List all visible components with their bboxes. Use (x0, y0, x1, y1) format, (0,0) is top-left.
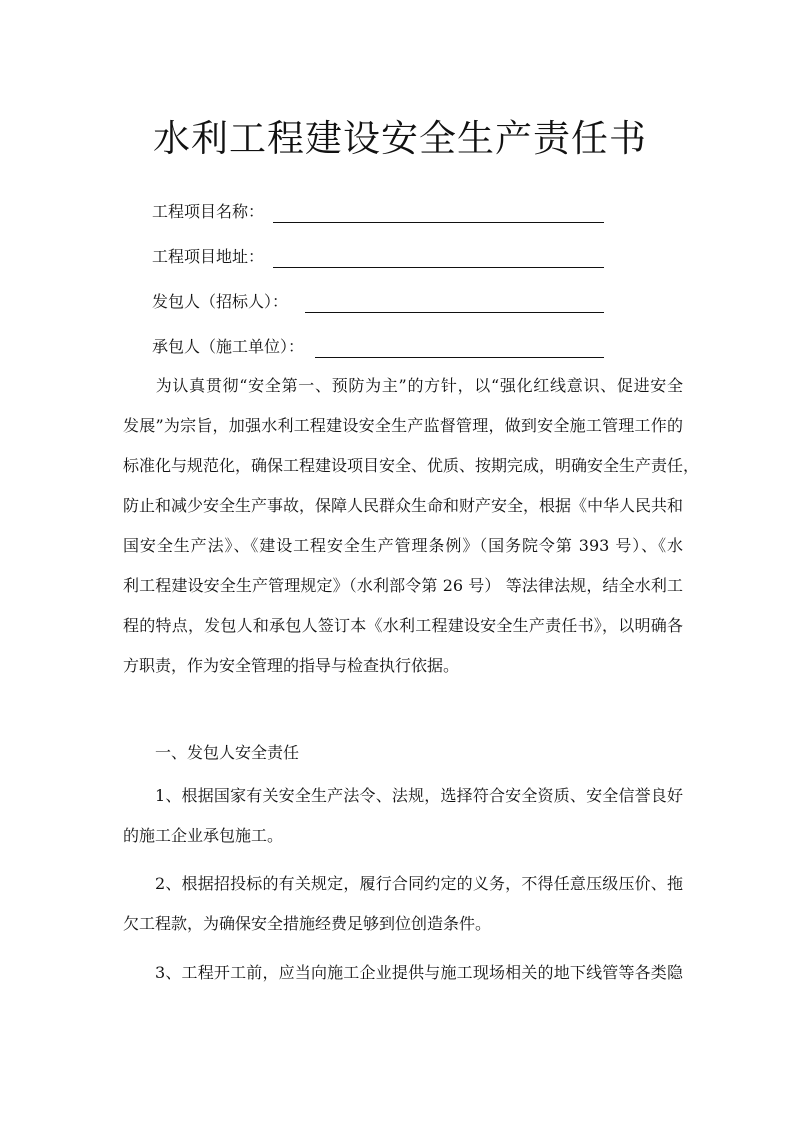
contractor-label: 承包人（施工单位）： (152, 337, 305, 356)
section-heading (123, 733, 683, 773)
item-2 (123, 864, 683, 944)
contractor-field (152, 335, 304, 359)
item-line: 1、根据国家有关安全生产法令、法规，选择符合安全资质、安全信誉良好 (155, 786, 683, 805)
intro-line: 为认真贯彻“安全第一、预防为主”的方针，以“强化红线意识、促进安全 (155, 376, 683, 395)
item-line: 2、根据招投标的有关规定，履行合同约定的义务，不得任意压级压价、拖 (155, 874, 683, 893)
item-1 (123, 776, 683, 856)
item-3 (123, 953, 683, 993)
intro-paragraph (123, 366, 700, 686)
intro-line: 防止和减少安全生产事故，保障人民群众生命和财产安全，根据《中华人民共和 (123, 496, 684, 515)
item-line: 欠工程款，为确保安全措施经费足够到位创造条件。 (123, 914, 492, 933)
section1-heading: 一、发包人安全责任 (155, 743, 300, 762)
project-name-underline (273, 222, 604, 223)
employer-label: 发包人（招标人）： (152, 292, 289, 311)
project-address-underline (273, 267, 604, 268)
intro-line: 标准化与规范化，确保工程建设项目安全、优质、按期完成，明确安全生产责任， (123, 456, 700, 475)
item-line: 3、工程开工前，应当向施工企业提供与施工现场相关的地下线管等各类隐 (155, 963, 683, 982)
contractor-underline (315, 357, 604, 358)
intro-line: 发展”为宗旨，加强水利工程建设安全生产监督管理，做到安全施工管理工作的 (123, 416, 683, 435)
project-name-field (152, 200, 264, 224)
item-line: 的施工企业承包施工。 (123, 826, 284, 845)
employer-field (152, 290, 288, 314)
employer-underline (305, 312, 604, 313)
intro-line: 国安全生产法》、《建设工程安全生产管理条例》（国务院令第 393 号）、《水 (123, 536, 683, 555)
project-name-label: 工程项目名称： (152, 202, 265, 221)
intro-line: 程的特点，发包人和承包人签订本《水利工程建设安全生产责任书》，以明确各 (123, 616, 683, 635)
project-address-field (152, 245, 264, 269)
intro-line: 利工程建设安全生产管理规定》（水利部令第 26 号） 等法律法规，结全水利工 (123, 576, 683, 595)
document-title: 水利工程建设安全生产责任书 (153, 117, 647, 160)
intro-line: 方职责，作为安全管理的指导与检查执行依据。 (123, 656, 460, 675)
project-address-label: 工程项目地址： (152, 247, 265, 266)
